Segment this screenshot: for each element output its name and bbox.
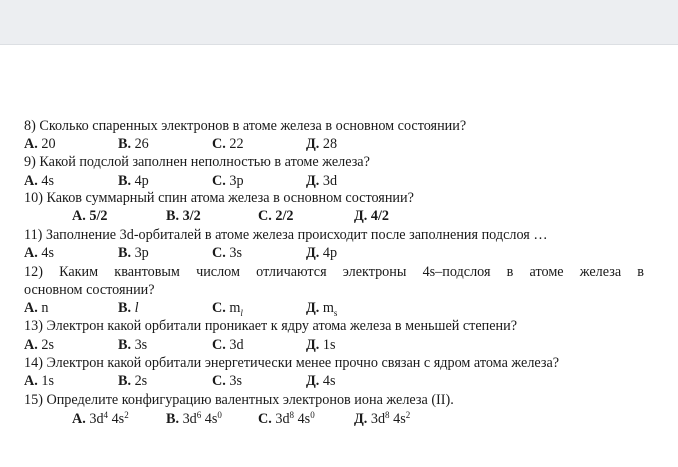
q8-option-c: С. 22 bbox=[212, 136, 244, 152]
q12-option-c: С. $m_l$ bbox=[212, 300, 243, 318]
q14-option-a: А. 1s bbox=[24, 373, 54, 389]
question-12-line-2: основном состоянии? bbox=[24, 282, 155, 298]
q13-option-a: А. 2s bbox=[24, 337, 54, 353]
q13-option-c: С. 3d bbox=[212, 337, 244, 353]
q12-option-a: А. n bbox=[24, 300, 49, 316]
q13-option-d: Д. 1s bbox=[306, 337, 336, 353]
q11-option-a: А. 4s bbox=[24, 245, 54, 261]
question-9: 9) Какой подслой заполнен неполностью в атоме железа? bbox=[24, 154, 370, 170]
q15-option-a: А. $3d^4$ $4s^2$ bbox=[72, 410, 129, 427]
q14-option-b: В. 2s bbox=[118, 373, 148, 389]
question-8: 8) Сколько спаренных электронов в атоме железа в основном состоянии? bbox=[24, 118, 467, 134]
q13-option-b: В. 3s bbox=[118, 337, 148, 353]
q12-option-b: В. l bbox=[118, 300, 139, 316]
q10-option-a: А. 5/2 bbox=[72, 208, 108, 224]
q14-option-c: С. 3s bbox=[212, 373, 242, 389]
q11-option-c: С. 3s bbox=[212, 245, 242, 261]
question-12-line-1: 12) Каким квантовым числом отличаются электроны 4s–подслоя в атоме железа в bbox=[24, 264, 644, 280]
q8-option-a: А. 20 bbox=[24, 136, 56, 152]
question-13: 13) Электрон какой орбитали проникает к ядру атома железа в меньшей степени? bbox=[24, 318, 518, 334]
q10-option-c: С. 2/2 bbox=[258, 208, 294, 224]
q9-option-a: А. 4s bbox=[24, 173, 54, 189]
q15-option-c: С. $3d^8$ $4s^0$ bbox=[258, 410, 315, 427]
question-14: 14) Электрон какой орбитали энергетически менее прочно связан с ядром атома железа? bbox=[24, 355, 560, 371]
q11-option-b: В. 3p bbox=[118, 245, 149, 261]
question-10: 10) Каков суммарный спин атома железа в основном состоянии? bbox=[24, 190, 414, 206]
q9-option-d: Д. 3d bbox=[306, 173, 338, 189]
q11-option-d: Д. 4p bbox=[306, 245, 338, 261]
q15-option-d: Д. $3d^8$ $4s^2$ bbox=[354, 410, 411, 427]
q8-option-b: В. 26 bbox=[118, 136, 149, 152]
q15-option-b: В. $3d^6$ $4s^0$ bbox=[166, 410, 222, 427]
q12-option-d: Д. $m_s$ bbox=[306, 300, 338, 318]
question-15: 15) Определите конфигурацию валентных электронов иона железа (II). bbox=[24, 392, 454, 408]
q9-option-c: С. 3p bbox=[212, 173, 244, 189]
q10-option-b: В. 3/2 bbox=[166, 208, 201, 224]
q9-option-b: В. 4p bbox=[118, 173, 149, 189]
q14-option-d: Д. 4s bbox=[306, 373, 336, 389]
q8-option-d: Д. 28 bbox=[306, 136, 338, 152]
q10-option-d: Д. 4/2 bbox=[354, 208, 389, 224]
question-11: 11) Заполнение 3d-орбиталей в атоме железа происходит после заполнения подслоя … bbox=[24, 227, 548, 243]
